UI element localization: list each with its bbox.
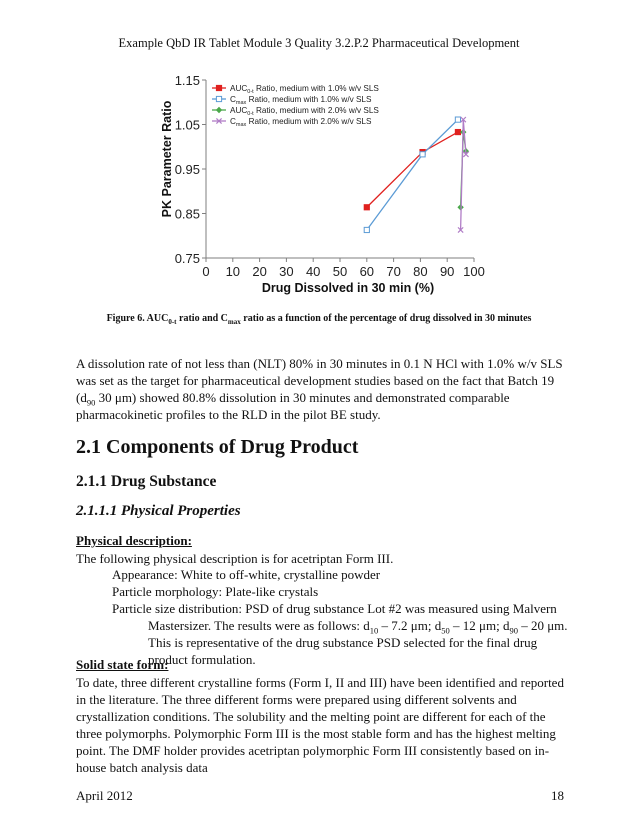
psd-text: – 12 μm; d [449,618,510,633]
legend-marker-3 [216,107,222,113]
data-point-2 [455,117,460,122]
y-tick-label: 0.85 [174,206,200,222]
subsubsection-heading: 2.1.1.1 Physical Properties [76,503,241,519]
caption-subscript: max [227,318,241,326]
chart-svg [150,68,490,298]
caption-part: ratio and C [176,313,228,324]
series-line-1 [367,132,458,207]
x-tick-label: 60 [359,264,375,279]
caption-part: Figure 6. AUC [106,313,169,324]
data-point-1 [455,129,460,134]
psd-subscript: 10 [369,625,379,636]
psd-subscript: 50 [441,625,450,636]
data-point-2 [420,152,425,157]
x-tick-label: 70 [386,264,401,279]
psd-item: Particle size distribution: PSD of drug substance Lot #2 was measured using Malvern [112,601,557,616]
caption-subscript: 0-t [168,318,177,326]
psd-item-continued [112,617,572,668]
psd-text: – 7.2 μm; d [378,618,442,633]
caption-part: ratio as a function of the percentage of drug dissolved in 30 minutes [240,313,532,324]
pk-ratio-chart [150,68,490,298]
solid-state-heading: Solid state form: [76,657,169,672]
y-tick-label: 0.95 [174,162,200,177]
physical-description-intro: The following physical description is for acetriptan Form III. [76,551,394,566]
legend-label-1: $AUC_{0-t}$ Ratio, medium with 1.0% w/v SLS [230,84,379,95]
morphology-item: Particle morphology: Plate-like crystals [112,584,319,599]
x-tick-label: 40 [305,264,321,279]
x-axis-title: Drug Dissolved in 30 min (%) [261,281,435,295]
psd-text: Mastersizer. The results were as follows: d [148,618,370,633]
psd-text: – 20 μm. This is representative of the drug substance PSD selected for the final drug product formulation. [148,618,568,667]
series-line-4 [461,120,466,230]
y-tick-label: 0.75 [174,251,200,266]
legend-label-4: $C_{max}$ Ratio, medium with 2.0% w/v SLS [230,117,372,128]
x-tick-label: 20 [252,264,267,279]
data-point-1 [364,205,369,210]
legend-label-2: $C_{max}$ Ratio, medium with 1.0% w/v SLS [230,95,372,106]
data-point-2 [364,227,369,232]
intro-paragraph [76,355,566,423]
legend-marker-2 [216,96,221,101]
appearance-item: Appearance: White to off-white, crystalline powder [112,567,381,582]
legend-marker-1 [216,85,221,90]
running-header: Example QbD IR Tablet Module 3 Quality 3.2.P.2 Pharmaceutical Development [118,36,520,50]
x-tick-label: 100 [463,264,485,279]
psd-subscript: 90 [509,625,518,636]
solid-state-paragraph: To date, three different crystalline forms (Form I, II and III) have been identified and reported in the literature. The three different forms were prepared using different solvents and crystallization conditions. The solubility and the melting point are different for each of the three polymorphs. Polymorphic Form III is the most stable form and has the highest melting point. The DMF holder provides acetriptan polymorphic Form III consistently based on in-house batch analysis data [76,675,564,775]
y-axis-title: PK Parameter Ratio [160,100,174,218]
series-line-2 [367,120,458,230]
x-tick-label: 90 [439,264,455,279]
y-tick-label: 1.05 [174,117,200,133]
physical-description-heading: Physical description: [76,533,192,548]
x-tick-label: 50 [332,264,348,279]
subsection-heading: 2.1.1 Drug Substance [76,473,217,490]
intro-text: A dissolution rate of not less than (NLT) 80% in 30 minutes in 0.1 N HCl with 1.0% w/v SLS was set as the target for pharmaceutical development studies based on the fact that Batch 19 (d [76,356,563,405]
x-tick-label: 0 [202,264,210,279]
legend-label-3: $AUC_{0-t}$ Ratio, medium with 2.0% w/v SLS [230,106,379,117]
footer-date: April 2012 [76,788,133,803]
intro-subscript: 90 [86,397,96,408]
x-tick-label: 10 [225,264,241,279]
intro-text: 30 μm) showed 80.8% dissolution in 30 minutes and demonstrated comparable pharmacokinetic profiles to the RLD in the pilot BE study. [76,390,510,422]
x-tick-label: 80 [413,264,428,279]
figure-caption [0,313,638,326]
page-number: 18 [551,788,564,803]
y-tick-label: 1.15 [174,73,200,88]
physical-description-list [112,566,572,668]
x-tick-label: 30 [279,264,294,279]
section-heading: 2.1 Components of Drug Product [76,436,359,458]
